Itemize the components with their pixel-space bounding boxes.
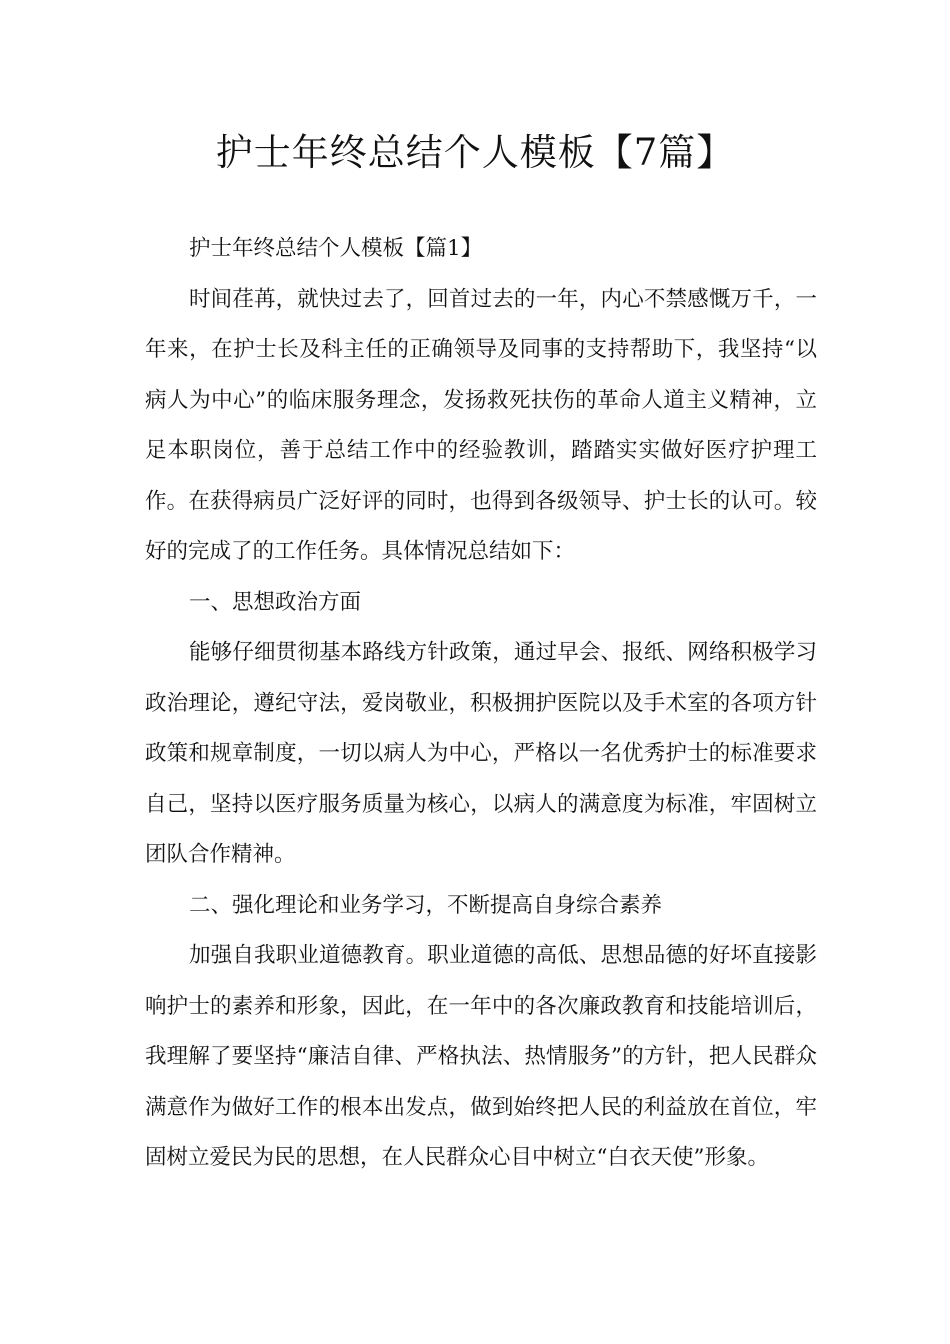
section-heading-study: 二、强化理论和业务学习，不断提高自身综合素养 [189,892,663,918]
document-body [145,224,817,1184]
intro-paragraph: 时间荏苒，就快过去了，回首过去的一年，内心不禁感慨万千，一年来，在护士长及科主任的正确领导及同事的支持帮助下，我坚持“以病人为中心”的临床服务理念，发扬救死扶伤的革命人道主义精神，立足本职岗位，善于总结工作中的经验教训，踏踏实实做好医疗护理工作。在获得病员广泛好评的同时，也得到各级领导、护士长的认可。较好的完成了的工作任务。具体情况总结如下： [145,286,817,564]
politics-paragraph: 能够仔细贯彻基本路线方针政策，通过早会、报纸、网络积极学习政治理论，遵纪守法，爱岗敬业，积极拥护医院以及手术室的各项方针政策和规章制度，一切以病人为中心，严格以一名优秀护士的标准要求自己，坚持以医疗服务质量为核心，以病人的满意度为标准，牢固树立团队合作精神。 [145,640,817,867]
document-title: 护士年终总结个人模板【7篇】 [215,131,735,174]
section-heading-politics: 一、思想政治方面 [189,589,362,615]
study-paragraph: 加强自我职业道德教育。职业道德的高低、思想品德的好坏直接影响护士的素养和形象，因此，在一年中的各次廉政教育和技能培训后，我理解了要坚持“廉洁自律、严格执法、热情服务”的方针，把人民群众满意作为做好工作的根本出发点，做到始终把人民的利益放在首位，牢固树立爱民为民的思想，在人民群众心目中树立“白衣天使”形象。 [145,943,817,1170]
section-subtitle: 护士年终总结个人模板【篇1】 [189,236,483,261]
